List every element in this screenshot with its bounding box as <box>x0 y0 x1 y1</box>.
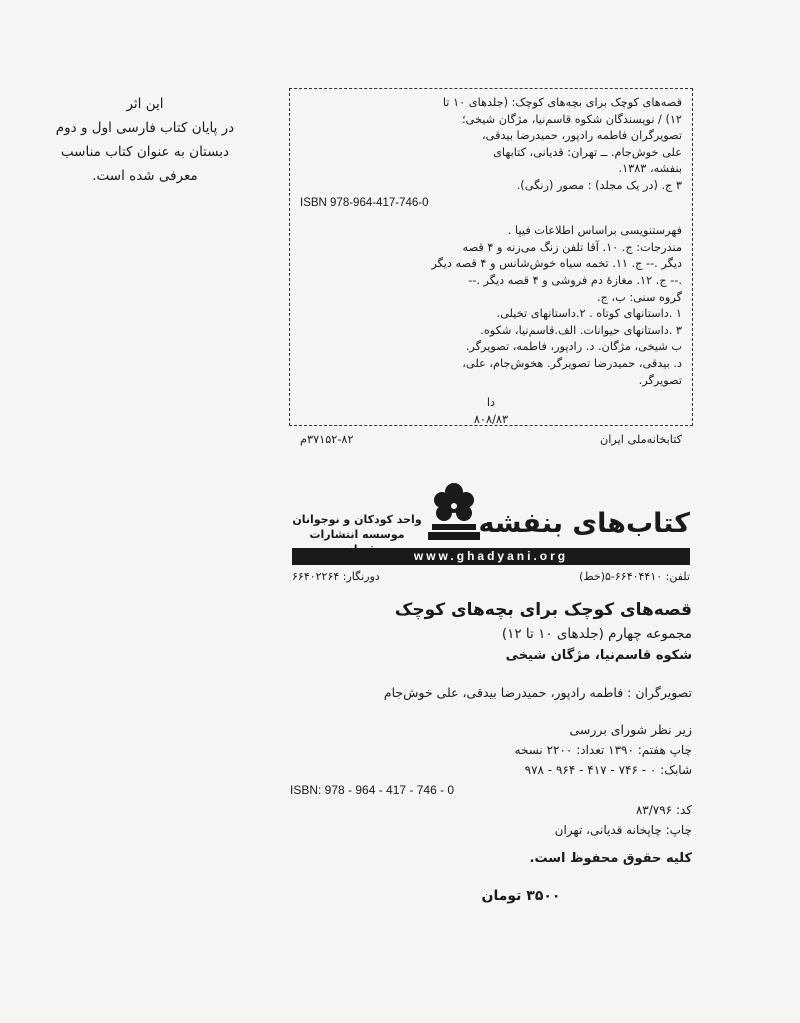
cip-classification-number: ۸۰۸/۸۳ <box>473 412 509 426</box>
isbn-row <box>290 783 692 797</box>
shabak-number: شابک: ۰ - ۷۴۶ - ۴۱۷ - ۹۶۴ - ۹۷۸ <box>524 763 692 777</box>
unit-line: واحد کودکان و نوجوانان <box>292 513 422 526</box>
book-details <box>290 598 692 904</box>
brand-name: کتاب‌های بنفشه <box>478 508 690 539</box>
unit-line: موسسه انتشارات <box>309 528 405 541</box>
fax-number: دورنگار: ۶۶۴۰۲۲۶۴ <box>292 570 380 583</box>
award-line: معرفی شده است. <box>92 168 198 184</box>
cip-classification: دا <box>486 396 496 410</box>
cip-line: علی خوش‌جام. ــ تهران: قدیانی، کتابهای <box>493 145 682 159</box>
award-line: این اثر <box>126 96 164 112</box>
book-price: ۳۵۰۰ تومان <box>481 888 561 904</box>
cip-line: مندرجات: ج. ۱۰. آقا تلفن زنگ می‌زنه و ۴ قصه <box>462 240 682 254</box>
cip-line: ۱۲) / نویسندگان شکوه قاسم‌نیا، مژگان شیخی؛ <box>461 112 682 126</box>
cip-line: بنفشه، ۱۳۸۳. <box>618 162 682 176</box>
website-bar: www.ghadyani.org <box>292 548 690 565</box>
cip-line: دیگر .-- ج. ۱۱. تخمه سیاه خوش‌شانس و ۴ قصه دیگر <box>431 257 682 271</box>
award-line: در پایان کتاب فارسی اول و دوم <box>55 120 235 136</box>
cip-line: ب شیخی، مژگان. د. رادپور، فاطمه، تصویرگر. <box>465 340 682 354</box>
rights-notice: کلیه حقوق محفوظ است. <box>529 851 692 866</box>
flower-logo-icon <box>422 480 486 546</box>
cip-isbn: ISBN 978-964-417-746-0 <box>300 196 429 209</box>
book-illustrators: تصویرگران : فاطمه رادپور، حمیدرضا بیدقی، علی خوش‌جام <box>383 685 692 700</box>
cip-line: ۱ .داستانهای کوتاه . ۲.داستانهای تخیلی. <box>496 307 682 321</box>
book-subtitle: مجموعه چهارم (جلدهای ۱۰ تا ۱۲) <box>501 626 692 642</box>
isbn-number: ISBN: 978 - 964 - 417 - 746 - 0 <box>290 783 455 797</box>
cip-line: تصویرگران فاطمه رادپور، حمیدرضا بیدقی، <box>482 129 682 143</box>
cip-line: ۳ ج. (در یک مجلد) : مصور (رنگی). <box>516 178 682 192</box>
cip-line: ۳ .داستانهای حیوانات. الف.قاسم‌نیا، شکوه. <box>480 323 682 337</box>
publisher-logo <box>292 480 690 590</box>
award-line: دبستان به عنوان کتاب مناسب <box>60 144 230 160</box>
phone-number: تلفن: ۶۶۴۰۴۴۱۰-۵(خط) <box>579 570 690 583</box>
cip-line: د. بیدقی، حمیدرضا تصویرگر. هخوش‌جام، علی، <box>462 356 682 370</box>
cip-number: ۳۷۱۵۲-۸۲م <box>300 433 354 447</box>
cip-line: تصویرگر. <box>638 373 682 387</box>
award-note <box>30 92 260 188</box>
cip-line: .-- ج. ۱۲. مغازهٔ دم فروشی و ۴ قصه دیگر .-- <box>468 273 682 287</box>
review-board: زیر نظر شورای بررسی <box>569 722 692 737</box>
cip-line: قصه‌های کوچک برای بچه‌های کوچک: (جلدهای ۱۰ تا <box>442 96 682 109</box>
book-title: قصه‌های کوچک برای بچه‌های کوچک <box>394 600 692 620</box>
contact-row <box>292 570 690 583</box>
cip-line: فهرستنویسی براساس اطلاعات فیپا . <box>507 224 682 238</box>
book-code: کد: ۸۳/۷۹۶ <box>635 803 692 817</box>
cip-footer <box>300 432 682 449</box>
cip-line: گروه سنی: ب، ج. <box>596 290 682 304</box>
cip-record-box <box>289 88 693 447</box>
edition-info: چاپ هفتم: ۱۳۹۰ تعداد: ۲۲۰۰ نسخه <box>514 743 692 757</box>
printer-info: چاپ: چاپخانه قدیانی، تهران <box>554 823 692 837</box>
cip-library: کتابخانه‌ملی ایران <box>599 433 682 447</box>
book-authors: شکوه قاسم‌نیا، مژگان شیخی <box>505 648 692 663</box>
